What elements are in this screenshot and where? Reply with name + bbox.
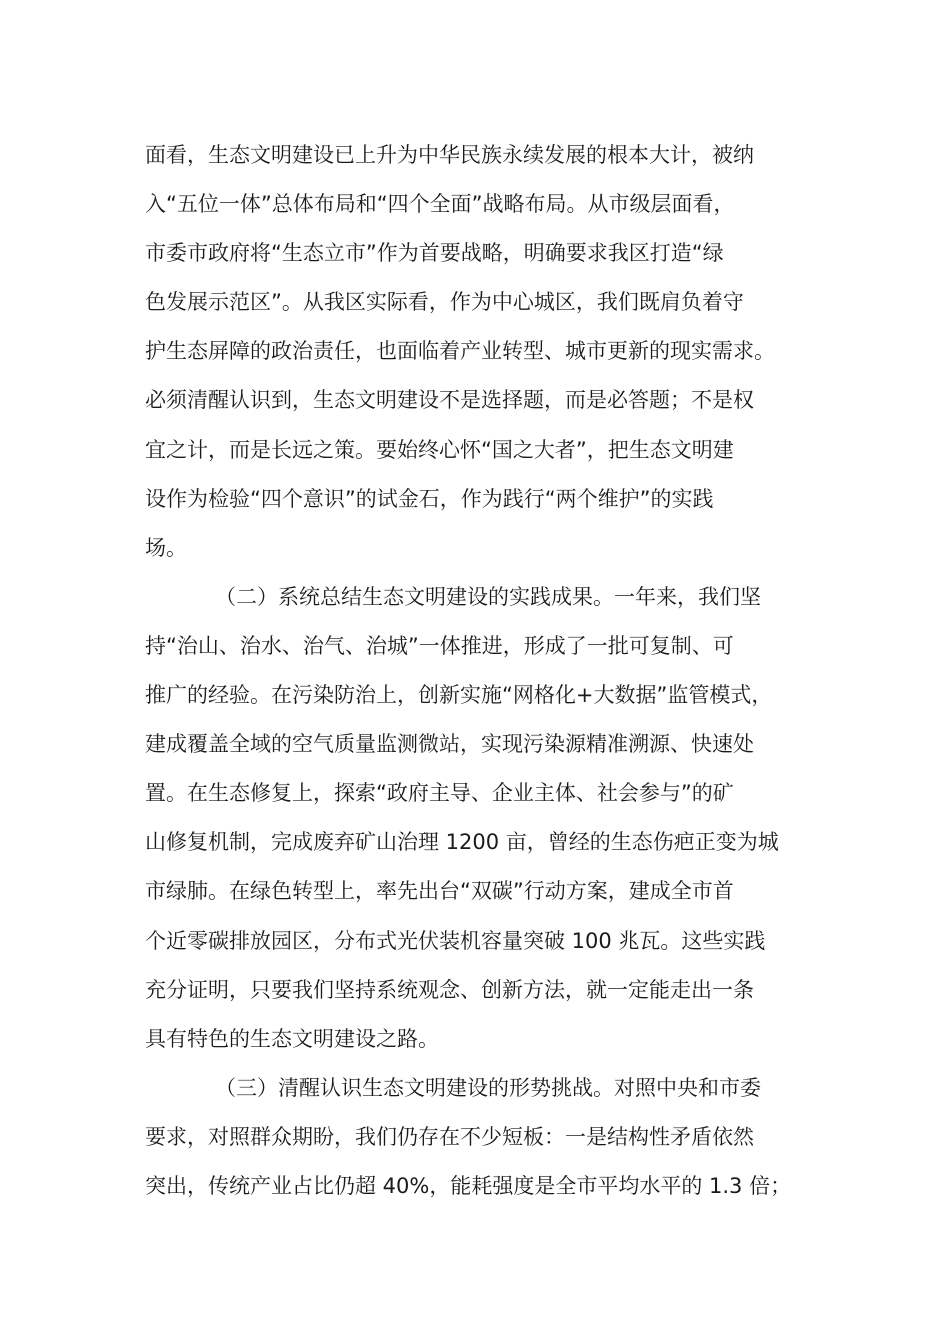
text-line: 突出，传统产业占比仍超 40%，能耗强度是全市平均水平的 1.3 倍； <box>145 1173 792 1198</box>
text-line: 设作为检验“四个意识”的试金石，作为践行“两个维护”的实践 <box>145 486 714 511</box>
text-line: 具有特色的生态文明建设之路。 <box>145 1026 439 1051</box>
text-line: 个近零碳排放园区，分布式光伏装机容量突破 100 兆瓦。这些实践 <box>145 928 766 953</box>
text-line: 置。在生态修复上，探索“政府主导、企业主体、社会参与”的矿 <box>145 781 734 806</box>
text-line: 色发展示范区”。从我区实际看，作为中心城区，我们既肩负着守 <box>145 290 744 315</box>
text-line: 市绿肺。在绿色转型上，率先出台“双碳”行动方案，建成全市首 <box>145 879 734 904</box>
text-line: 山修复机制，完成废弃矿山治理 1200 亩，曾经的生态伤疤正变为城 <box>145 830 779 855</box>
section-heading-line: （三）清醒认识生态文明建设的形势挑战。对照中央和市委 <box>215 1075 761 1100</box>
document-body <box>145 131 815 1211</box>
text-line: 护生态屏障的政治责任，也面临着产业转型、城市更新的现实需求。 <box>145 339 775 364</box>
text-line: 持“治山、治水、治气、治城”一体推进，形成了一批可复制、可 <box>145 633 734 658</box>
text-line: 面看，生态文明建设已上升为中华民族永续发展的根本大计，被纳 <box>145 143 754 167</box>
text-line: 充分证明，只要我们坚持系统观念、创新方法，就一定能走出一条 <box>145 977 754 1002</box>
section-heading-line: （二）系统总结生态文明建设的实践成果。一年来，我们坚 <box>215 584 761 609</box>
text-line: 入“五位一体”总体布局和“四个全面”战略布局。从市级层面看， <box>145 192 735 217</box>
text-line: 推广的经验。在污染防治上，创新实施“网格化+大数据”监管模式， <box>145 683 773 708</box>
text-line: 建成覆盖全域的空气质量监测微站，实现污染源精准溯源、快速处 <box>145 732 754 757</box>
text-line: 市委市政府将“生态立市”作为首要战略，明确要求我区打造“绿 <box>145 241 724 266</box>
text-line: 必须清醒认识到，生态文明建设不是选择题，而是必答题；不是权 <box>145 388 754 413</box>
text-line: 场。 <box>145 535 187 560</box>
text-line: 要求，对照群众期盼，我们仍存在不少短板：一是结构性矛盾依然 <box>145 1124 754 1149</box>
text-line: 宜之计，而是长远之策。要始终心怀“国之大者”，把生态文明建 <box>145 437 734 462</box>
